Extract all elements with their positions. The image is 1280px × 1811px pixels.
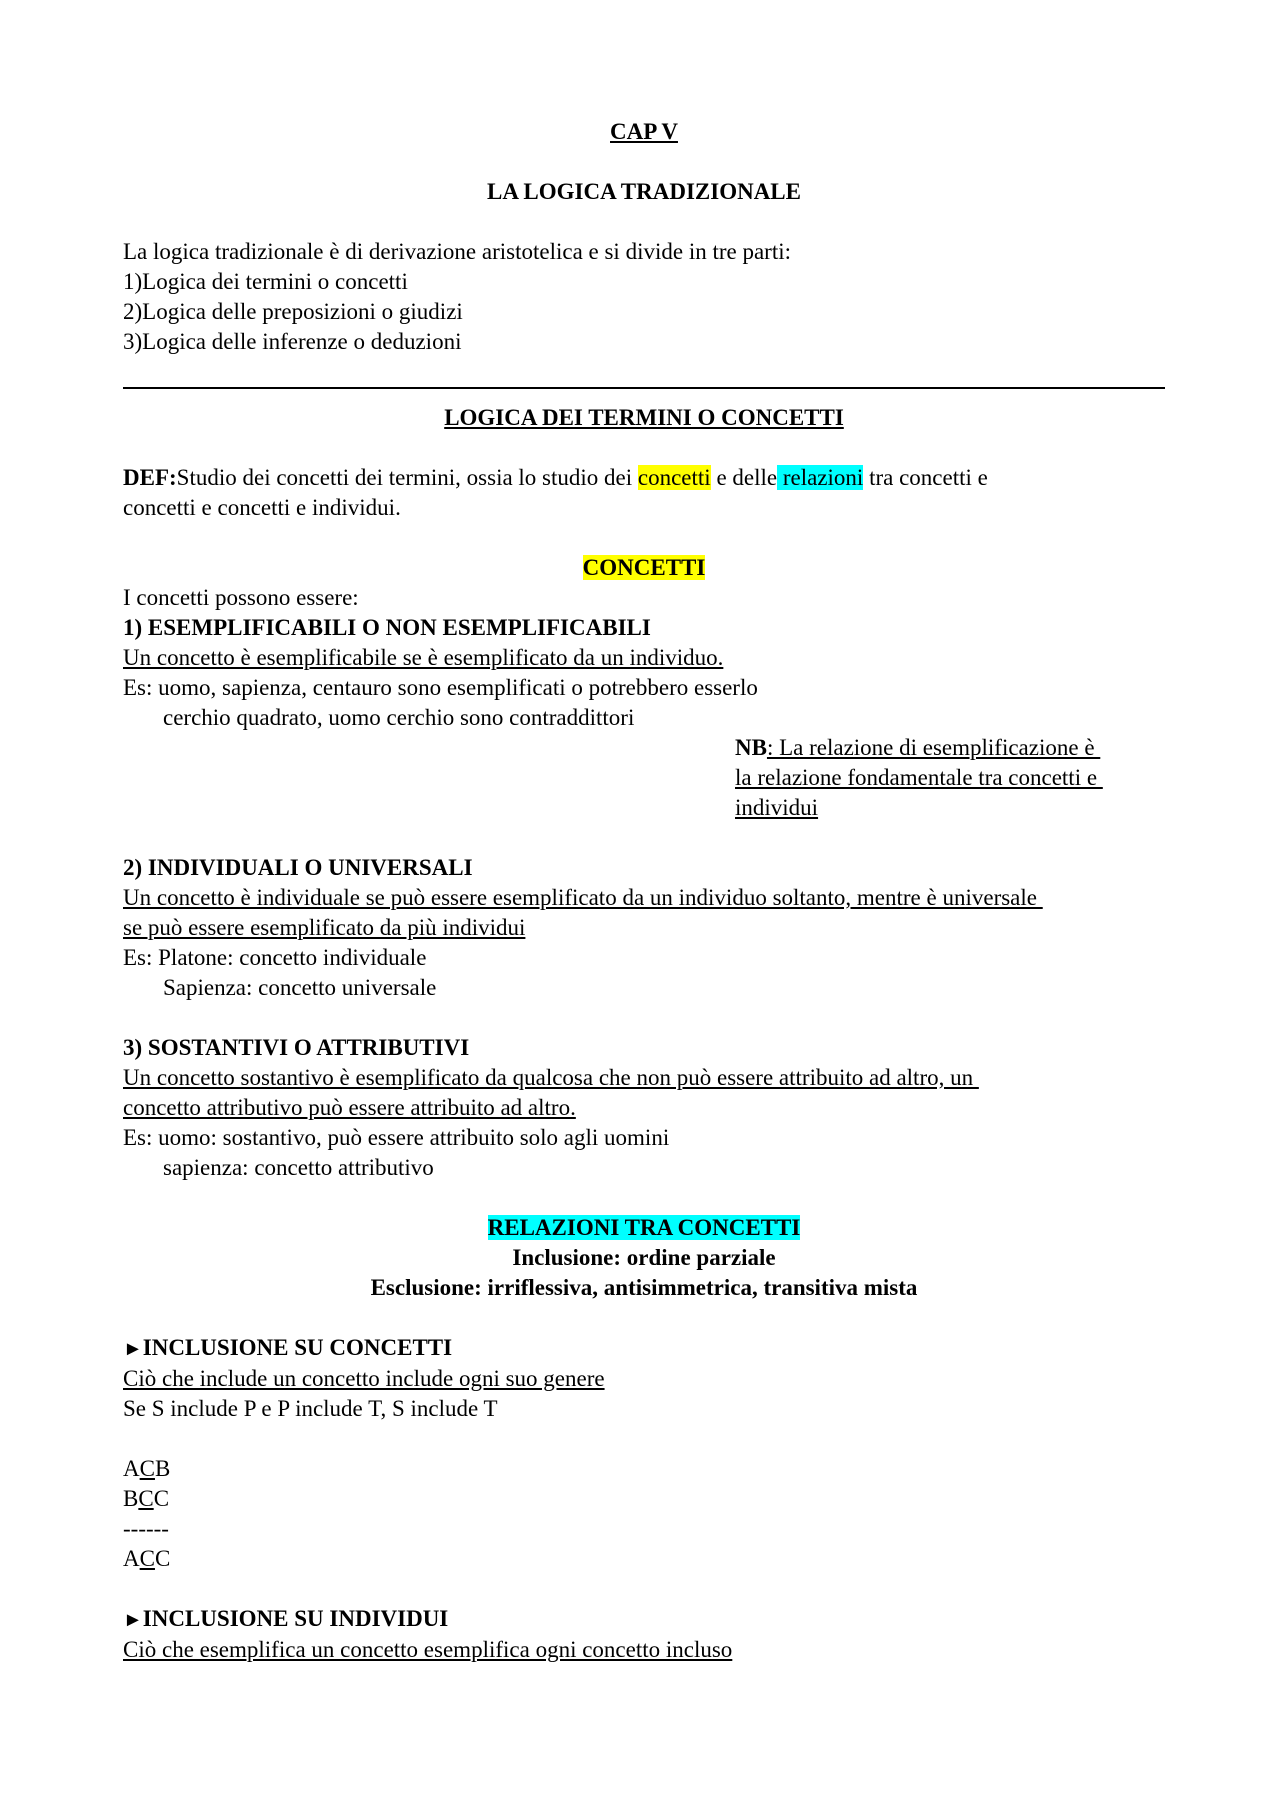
subsection-definition: se può essere esemplificato da più individui (123, 915, 526, 940)
formula-line (123, 1544, 1165, 1574)
inclusione-individui-def: Ciò che esemplifica un concetto esemplifica ogni concetto incluso (123, 1637, 733, 1662)
subsection-definition: Un concetto sostantivo è esemplificato da qualcosa che non può essere attribuito ad altro, un (123, 1065, 979, 1090)
formula-separator: ------ (123, 1516, 169, 1541)
subsection-definition: Un concetto è esemplificabile se è esemplificato da un individuo. (123, 645, 724, 670)
subsection-definition: concetto attributivo può essere attribuito ad altro. (123, 1095, 576, 1120)
intro-list-item: 2)Logica delle preposizioni o giudizi (123, 299, 463, 324)
relazioni-subtitle: Esclusione: irriflessiva, antisimmetrica, transitiva mista (370, 1275, 918, 1300)
subsection-title: 1) ESEMPLIFICABILI O NON ESEMPLIFICABILI (123, 615, 651, 640)
subset-symbol: C (139, 1456, 155, 1481)
document-title: LA LOGICA TRADIZIONALE (487, 179, 801, 204)
formula-term: B (123, 1486, 139, 1511)
concetti-intro: I concetti possono essere: (123, 585, 359, 610)
example-line: cerchio quadrato, uomo cerchio sono contraddittori (163, 705, 635, 730)
intro-paragraph: La logica tradizionale è di derivazione aristotelica e si divide in tre parti: (123, 239, 791, 264)
concetti-heading: CONCETTI (582, 555, 706, 580)
triangle-bullet-icon: ► (123, 1338, 143, 1360)
formula-term: B (154, 1456, 171, 1481)
example-line: Es: Platone: concetto individuale (123, 945, 427, 970)
inclusione-individui-title (123, 1604, 1165, 1635)
example-line: Es: uomo: sostantivo, può essere attribuito solo agli uomini (123, 1125, 670, 1150)
chapter-heading: CAP V (610, 119, 678, 144)
subsection-title: 3) SOSTANTIVI O ATTRIBUTIVI (123, 1035, 470, 1060)
nb-text: individui (735, 795, 819, 820)
document-page (123, 117, 1165, 1665)
definition-text: e delle (710, 465, 778, 490)
relazioni-heading: RELAZIONI TRA CONCETTI (487, 1215, 801, 1240)
example-line: Sapienza: concetto universale (163, 975, 437, 1000)
relazioni-subtitle: Inclusione: ordine parziale (512, 1245, 776, 1270)
subsection-definition: Un concetto è individuale se può essere esemplificato da un individuo soltanto, mentre è universale (123, 885, 1043, 910)
formula-term: A (123, 1546, 140, 1571)
definition-label: DEF: (123, 465, 177, 490)
highlight-concetti: concetti (637, 465, 711, 490)
triangle-bullet-icon: ► (123, 1609, 143, 1631)
horizontal-divider (123, 387, 1165, 389)
concetti-heading-wrap (123, 553, 1165, 583)
definition-text-line2: concetti e concetti e individui. (123, 495, 401, 520)
inclusione-concetti-title (123, 1333, 1165, 1364)
intro-list-item: 1)Logica dei termini o concetti (123, 269, 408, 294)
inclusione-concetti-def: Ciò che include un concetto include ogni suo genere (123, 1366, 605, 1391)
highlight-relazioni: relazioni (777, 465, 864, 490)
formula-line (123, 1484, 1165, 1514)
example-line: sapienza: concetto attributivo (163, 1155, 434, 1180)
inclusione-individui-label: INCLUSIONE SU INDIVIDUI (142, 1606, 449, 1631)
definition-paragraph (123, 463, 1165, 493)
nb-text: la relazione fondamentale tra concetti e (735, 765, 1103, 790)
formula-term: A (123, 1456, 140, 1481)
definition-text: tra concetti e (863, 465, 988, 490)
intro-list-item: 3)Logica delle inferenze o deduzioni (123, 329, 462, 354)
section-heading: LOGICA DEI TERMINI O CONCETTI (444, 405, 844, 430)
inclusione-concetti-label: INCLUSIONE SU CONCETTI (142, 1335, 453, 1360)
nb-note (735, 733, 1165, 823)
nb-label: NB (735, 735, 767, 760)
nb-text: : La relazione di esemplificazione è (766, 735, 1101, 760)
formula-line (123, 1454, 1165, 1484)
subset-symbol: C (138, 1486, 154, 1511)
formula-term: C (154, 1546, 171, 1571)
formula-term: C (153, 1486, 170, 1511)
subset-symbol: C (139, 1546, 155, 1571)
relazioni-heading-wrap (123, 1213, 1165, 1243)
inclusione-concetti-rule: Se S include P e P include T, S include T (123, 1396, 498, 1421)
definition-text: Studio dei concetti dei termini, ossia lo studio dei (176, 465, 638, 490)
example-line: Es: uomo, sapienza, centauro sono esemplificati o potrebbero esserlo (123, 675, 758, 700)
subsection-title: 2) INDIVIDUALI O UNIVERSALI (123, 855, 473, 880)
